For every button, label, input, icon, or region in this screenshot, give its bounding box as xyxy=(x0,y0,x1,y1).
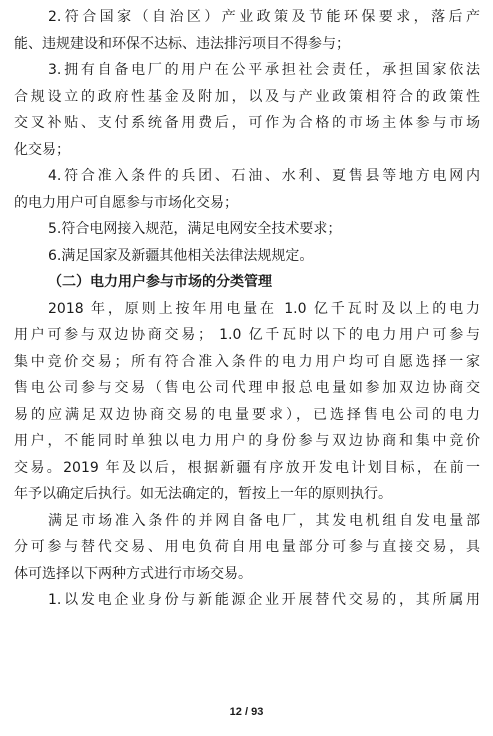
section-heading: （二）电力用户参与市场的分类管理 xyxy=(48,274,272,290)
text-line: 满足市场准入条件的并网自备电厂，其发电机组自发电量部 xyxy=(48,512,480,529)
text-line: 年予以确定后执行。如无法确定的，暂按上一年的原则执行。 xyxy=(14,486,392,502)
text-line: 易的应满足双边协商交易的电量要求），已选择售电公司的电力 xyxy=(14,406,480,423)
text-line: 分可参与替代交易、用电负荷自用电量部分可参与直接交易，具 xyxy=(14,539,480,555)
text-line: 用户，不能同时单独以电力用户的身份参与双边协商和集中竞价 xyxy=(14,433,480,449)
text-line: 交易。2019 年及以后，根据新疆有序放开发电计划目标，在前一 xyxy=(14,459,480,476)
text-line: 4.符合准入条件的兵团、石油、水利、夏售县等地方电网内 xyxy=(48,168,480,184)
text-line: 交叉补贴、支付系统备用费后，可作为合格的市场主体参与市场 xyxy=(14,115,480,131)
text-line: 合规设立的政府性基金及附加，以及与产业政策相符合的政策性 xyxy=(14,88,480,105)
text-line: 体可选择以下两种方式进行市场交易。 xyxy=(14,565,252,582)
text-line: 1.以发电企业身份与新能源企业开展替代交易的，其所属用 xyxy=(48,592,480,608)
text-line: 能、违规建设和环保不达标、违法排污项目不得参与； xyxy=(14,35,350,52)
text-line: 用户可参与双边协商交易； 1.0 亿千瓦时以下的电力用户可参与 xyxy=(14,327,480,343)
text-line: 6.满足国家及新疆其他相关法律法规规定。 xyxy=(48,247,314,264)
text-line: 2.符合国家（自治区）产业政策及节能环保要求，落后产 xyxy=(48,9,480,25)
text-line: 2018 年，原则上按年用电量在 1.0 亿千瓦时及以上的电力 xyxy=(48,300,480,317)
text-line: 化交易； xyxy=(14,141,70,158)
text-line: 的电力用户可自愿参与市场化交易； xyxy=(14,194,238,211)
text-line: 5.符合电网接入规范，满足电网安全技术要求； xyxy=(48,221,342,237)
text-line: 3.拥有自备电厂的用户在公平承担社会责任，承担国家依法 xyxy=(48,62,480,78)
text-line: 集中竞价交易；所有符合准入条件的电力用户均可自愿选择一家 xyxy=(14,353,480,370)
document-body xyxy=(14,4,480,614)
page-number: 12 / 93 xyxy=(229,706,264,718)
text-line: 售电公司参与交易（售电公司代理申报总电量如参加双边协商交 xyxy=(14,380,480,396)
